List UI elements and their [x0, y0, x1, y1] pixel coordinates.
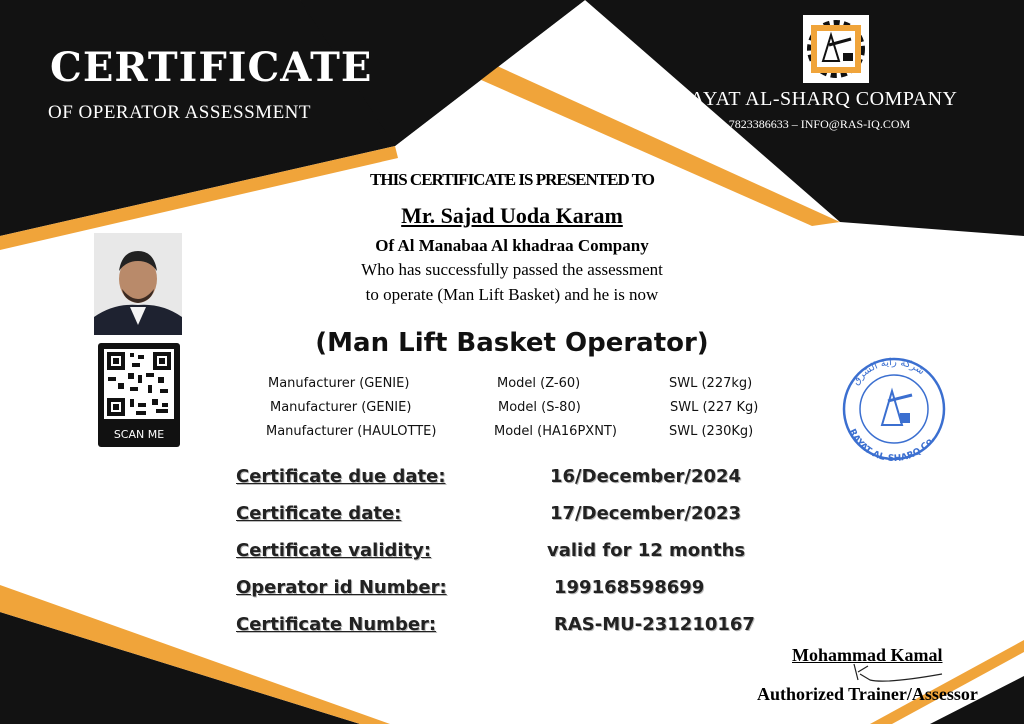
validity-value: valid for 12 months — [547, 540, 746, 561]
company-logo — [803, 15, 869, 83]
equipment-model-3: Model (HA16PXNT) — [494, 424, 617, 439]
signatory-name: Mohammad Kamal — [792, 645, 943, 665]
equipment-manufacturer-3: Manufacturer (HAULOTTE) — [266, 424, 437, 439]
certificate-subtitle: OF OPERATOR ASSESSMENT — [48, 102, 312, 123]
equipment-swl-2: SWL (227 Kg) — [670, 400, 759, 415]
certificate-number-label: Certificate Number: — [236, 614, 437, 635]
equipment-model-2: Model (S-80) — [498, 400, 581, 415]
company-name: RAYAT AL-SHARQ COMPANY — [676, 88, 958, 110]
due-date-label: Certificate due date: — [236, 466, 446, 487]
company-stamp — [836, 355, 952, 463]
operator-photo — [94, 233, 182, 335]
qr-scan-label: SCAN ME — [113, 428, 165, 441]
equipment-model-1: Model (Z-60) — [497, 376, 581, 391]
equipment-manufacturer-1: Manufacturer (GENIE) — [268, 376, 410, 391]
description-line-2: to operate (Man Lift Basket) and he is now — [365, 285, 659, 304]
signatory-role: Authorized Trainer/Assessor — [757, 684, 978, 704]
description-line-1: Who has successfully passed the assessment — [361, 260, 663, 279]
equipment-swl-1: SWL (227kg) — [669, 376, 753, 391]
certificate-number-value: RAS-MU-231210167 — [554, 614, 755, 635]
operator-id-label: Operator id Number: — [236, 577, 447, 598]
stamp-arabic-text: شركة راية الشرق — [850, 356, 927, 388]
stamp-english-text: RAYAT AL-SHARQ Co. — [846, 427, 938, 463]
recipient-organization: Of Al Manabaa Al khadraa Company — [375, 236, 649, 255]
due-date-value: 16/December/2024 — [550, 466, 742, 487]
operator-role: (Man Lift Basket Operator) — [315, 328, 709, 358]
validity-label: Certificate validity: — [236, 540, 432, 561]
certificate-date-label: Certificate date: — [236, 503, 402, 524]
presented-heading: THIS CERTIFICATE IS PRESENTED TO — [370, 170, 654, 189]
certificate-date-value: 17/December/2023 — [550, 503, 742, 524]
equipment-swl-3: SWL (230Kg) — [669, 424, 754, 439]
qr-pattern — [98, 343, 180, 425]
certificate-title: CERTIFICATE — [50, 44, 373, 91]
handwritten-signature — [846, 660, 946, 686]
company-contact: +964-7823386633 – INFO@RAS-IQ.COM — [700, 117, 911, 131]
recipient-name: Mr. Sajad Uoda Karam — [401, 203, 623, 228]
operator-id-value: 199168598699 — [554, 577, 705, 598]
equipment-manufacturer-2: Manufacturer (GENIE) — [270, 400, 412, 415]
